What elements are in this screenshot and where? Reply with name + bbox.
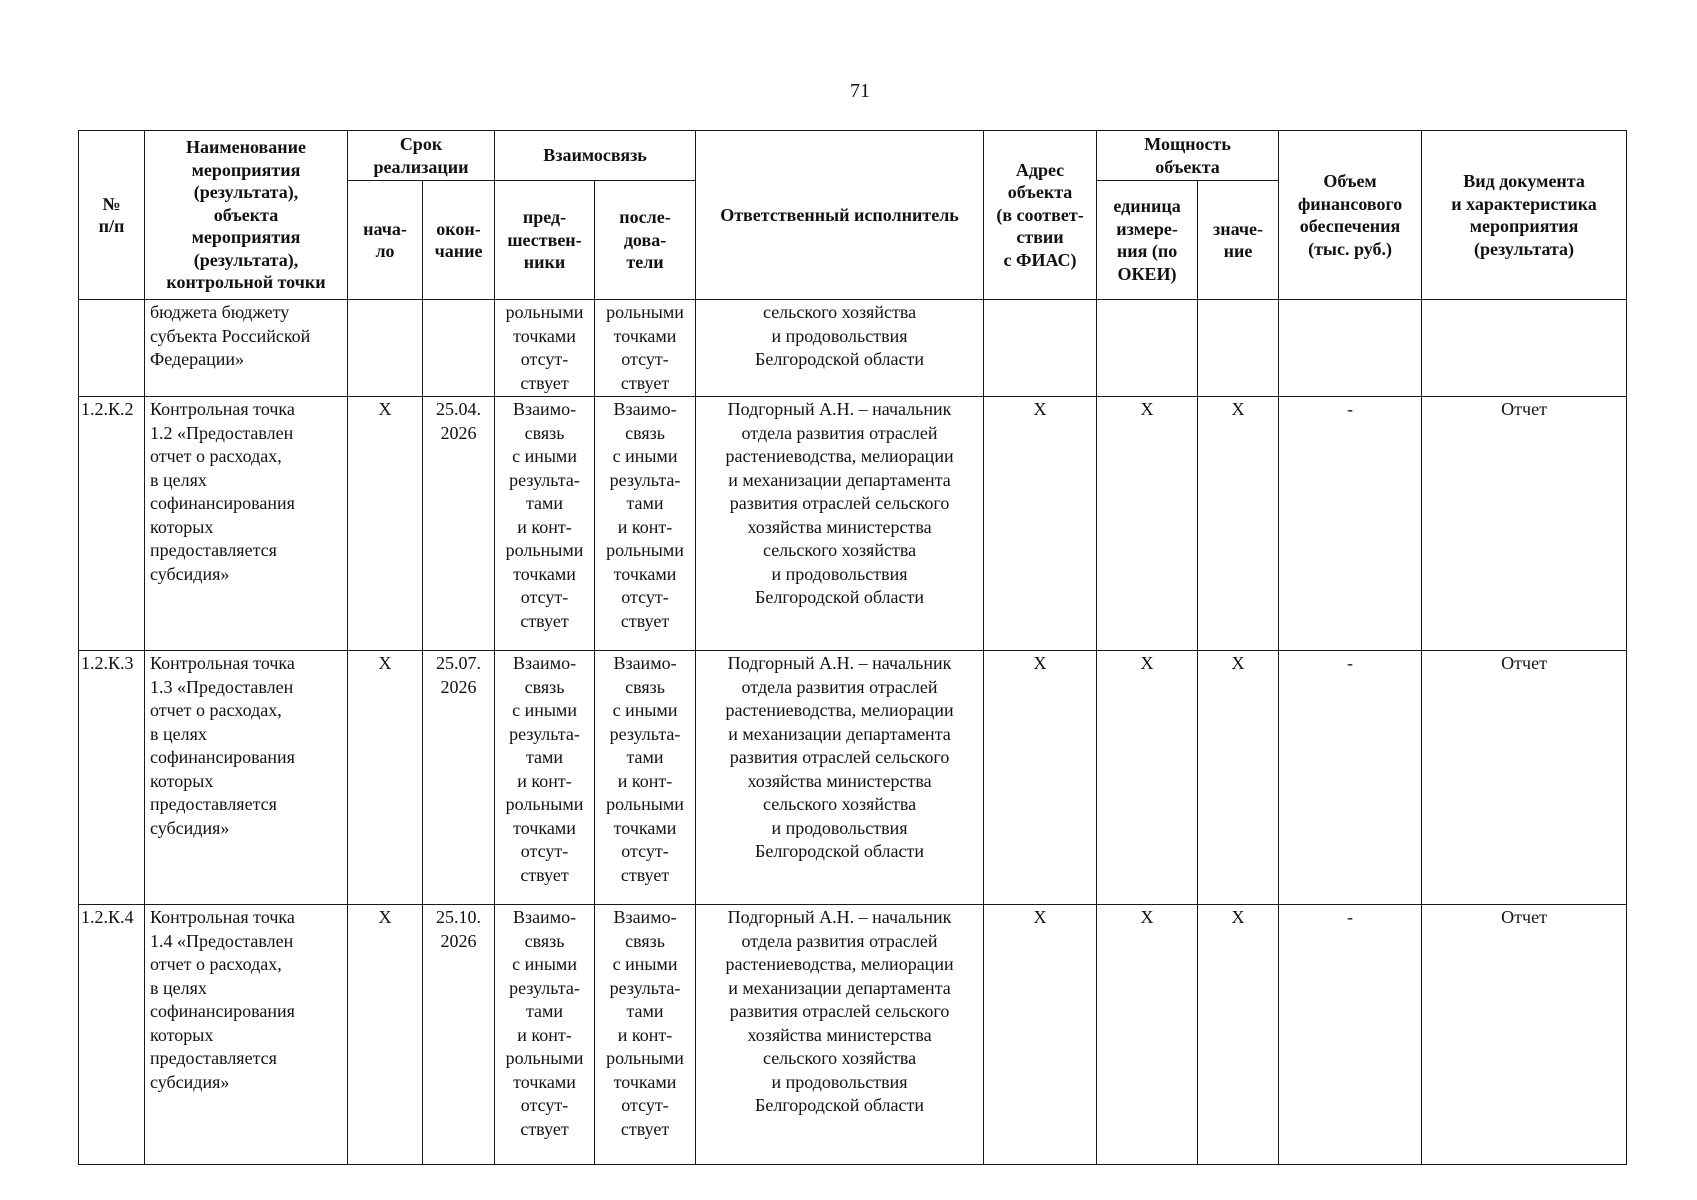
cell-pred: рольными точками отсут- ствует <box>495 300 595 397</box>
cell-next: Взаимо- связь с иными результа- тами и конт- рольными точками отсут- ствует <box>595 397 696 651</box>
cell-end <box>423 300 495 397</box>
cell-next: Взаимо- связь с иными результа- тами и конт- рольными точками отсут- ствует <box>595 905 696 1165</box>
header-num: № п/п <box>79 131 145 300</box>
table-row <box>79 397 1627 651</box>
cell-executor: сельского хозяйства и продовольствия Белгородской области <box>696 300 984 397</box>
cell-doc: Отчет <box>1422 651 1627 905</box>
cell-start: X <box>348 905 423 1165</box>
cell-executor: Подгорный А.Н. – начальник отдела развития отраслей растениеводства, мелиорации и механизации департамента развития отраслей сельского хозяйства министерства сельского хозяйства и продовольствия Белгородской области <box>696 397 984 651</box>
table-row <box>79 905 1627 1165</box>
cell-doc <box>1422 300 1627 397</box>
header-term: Срок реализации <box>348 131 495 181</box>
cell-num <box>79 300 145 397</box>
cell-unit <box>1097 300 1198 397</box>
header-address: Адрес объекта (в соответ- ствии с ФИАС) <box>984 131 1097 300</box>
header-name: Наименование мероприятия (результата), объекта мероприятия (результата), контрольной точки <box>145 131 348 300</box>
cell-executor: Подгорный А.Н. – начальник отдела развития отраслей растениеводства, мелиорации и механизации департамента развития отраслей сельского хозяйства министерства сельского хозяйства и продовольствия Белгородской области <box>696 905 984 1165</box>
cell-name: Контрольная точка 1.2 «Предоставлен отчет о расходах, в целях софинансирования которых предоставляется субсидия» <box>145 397 348 651</box>
cell-unit: X <box>1097 651 1198 905</box>
cell-finance <box>1279 300 1422 397</box>
cell-finance: - <box>1279 905 1422 1165</box>
header-capacity-unit: единица измере- ния (по ОКЕИ) <box>1097 181 1198 300</box>
cell-value: X <box>1198 905 1279 1165</box>
cell-name: Контрольная точка 1.3 «Предоставлен отчет о расходах, в целях софинансирования которых предоставляется субсидия» <box>145 651 348 905</box>
cell-end: 25.04. 2026 <box>423 397 495 651</box>
cell-unit: X <box>1097 905 1198 1165</box>
cell-start: X <box>348 651 423 905</box>
header-doc-type: Вид документа и характеристика мероприятия (результата) <box>1422 131 1627 300</box>
cell-next: Взаимо- связь с иными результа- тами и конт- рольными точками отсут- ствует <box>595 651 696 905</box>
page-number: 71 <box>850 80 870 102</box>
header-term-start: нача- ло <box>348 181 423 300</box>
cell-start: X <box>348 397 423 651</box>
cell-pred: Взаимо- связь с иными результа- тами и конт- рольными точками отсут- ствует <box>495 651 595 905</box>
cell-name: бюджета бюджету субъекта Российской Федерации» <box>145 300 348 397</box>
cell-address: X <box>984 651 1097 905</box>
header-link: Взаимосвязь <box>495 131 696 181</box>
cell-value: X <box>1198 397 1279 651</box>
header-finance: Объем финансового обеспечения (тыс. руб.) <box>1279 131 1422 300</box>
cell-doc: Отчет <box>1422 905 1627 1165</box>
cell-start <box>348 300 423 397</box>
cell-num: 1.2.К.2 <box>79 397 145 651</box>
header-capacity-value: значе- ние <box>1198 181 1279 300</box>
cell-doc: Отчет <box>1422 397 1627 651</box>
cell-num: 1.2.К.4 <box>79 905 145 1165</box>
cell-pred: Взаимо- связь с иными результа- тами и конт- рольными точками отсут- ствует <box>495 397 595 651</box>
cell-address <box>984 300 1097 397</box>
plan-table <box>78 130 1627 1165</box>
cell-next: рольными точками отсут- ствует <box>595 300 696 397</box>
header-link-next: после- дова- тели <box>595 181 696 300</box>
cell-finance: - <box>1279 397 1422 651</box>
header-capacity: Мощность объекта <box>1097 131 1279 181</box>
cell-address: X <box>984 905 1097 1165</box>
cell-value: X <box>1198 651 1279 905</box>
cell-end: 25.10. 2026 <box>423 905 495 1165</box>
cell-pred: Взаимо- связь с иными результа- тами и конт- рольными точками отсут- ствует <box>495 905 595 1165</box>
header-link-pred: пред- шествен- ники <box>495 181 595 300</box>
cell-address: X <box>984 397 1097 651</box>
cell-end: 25.07. 2026 <box>423 651 495 905</box>
header-term-end: окон- чание <box>423 181 495 300</box>
table-row-continuation <box>79 300 1627 397</box>
cell-executor: Подгорный А.Н. – начальник отдела развития отраслей растениеводства, мелиорации и механизации департамента развития отраслей сельского хозяйства министерства сельского хозяйства и продовольствия Белгородской области <box>696 651 984 905</box>
cell-finance: - <box>1279 651 1422 905</box>
header-row-1 <box>79 131 1627 181</box>
cell-unit: X <box>1097 397 1198 651</box>
header-executor: Ответственный исполнитель <box>696 131 984 300</box>
table-row <box>79 651 1627 905</box>
cell-name: Контрольная точка 1.4 «Предоставлен отчет о расходах, в целях софинансирования которых предоставляется субсидия» <box>145 905 348 1165</box>
cell-num: 1.2.К.3 <box>79 651 145 905</box>
cell-value <box>1198 300 1279 397</box>
